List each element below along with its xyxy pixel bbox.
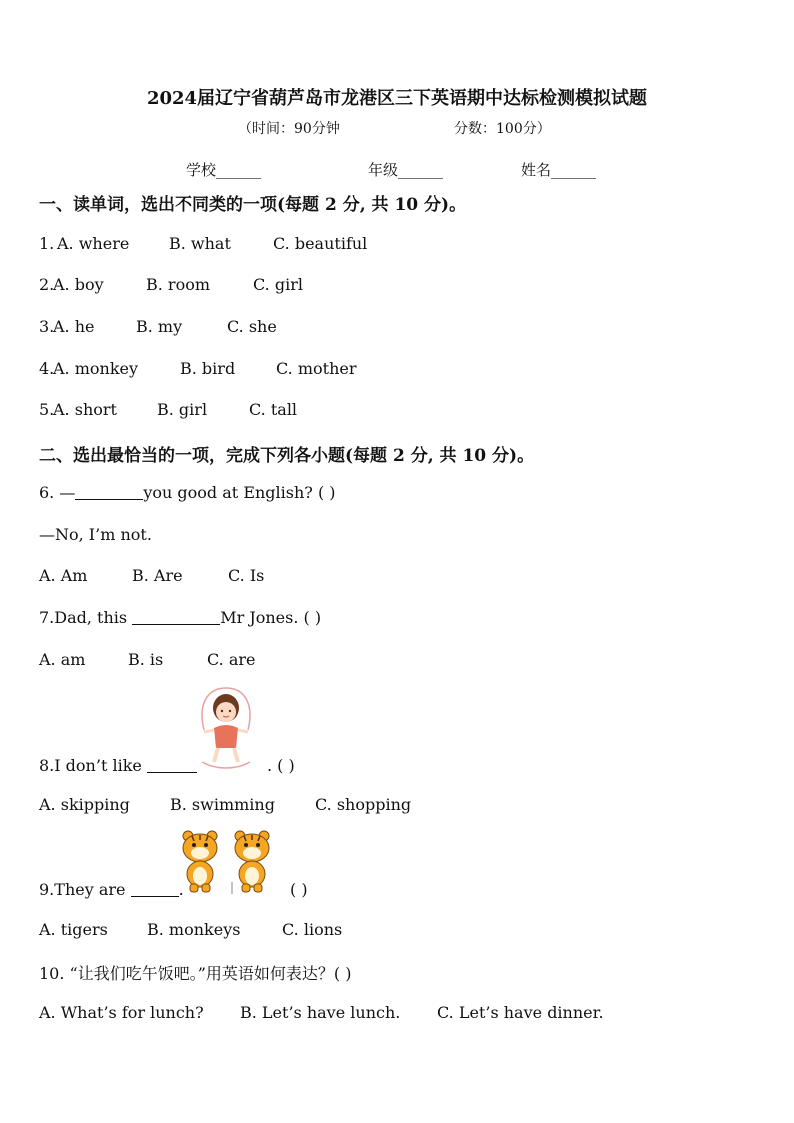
option-b: B. Are [132,566,183,585]
option-b: B. girl [157,400,208,419]
option-a: A. monkey [53,359,139,378]
answer-blank [131,880,179,897]
option-c: C. mother [276,359,357,378]
question-1: 1. A. where B. what C. beautiful [39,234,368,253]
option-c: C. shopping [315,795,412,814]
answer-blank [132,608,220,625]
question-10-options [39,1003,739,1025]
option-c: C. tall [249,400,298,419]
question-7-options [39,650,739,672]
option-a: A. where [57,234,130,253]
question-8-options [39,795,739,817]
question-3: 3. A. he B. my C. she [39,317,277,336]
question-2: 2. A. boy B. room C. girl [39,275,303,294]
option-a: A. he [53,317,95,336]
question-8: 8.I don’t like . ( ) [39,756,295,775]
question-10: 10. “让我们吃午饭吧。”用英语如何表达？( ) [39,964,352,983]
option-c: C. Let’s have dinner. [437,1003,604,1022]
section2-heading: 二、选出最恰当的一项，完成下列各小题(每题 2 分, 共 10 分)。 [39,446,535,466]
option-b: B. bird [180,359,236,378]
question-5: 5. A. short B. girl C. tall [39,400,298,419]
answer-blank [147,756,197,773]
question-9-options [39,920,739,942]
exam-score: 分数：100分） [454,121,551,137]
school-field: 学校______ [186,161,262,179]
option-b: B. what [169,234,231,253]
question-9: 9.They are . [39,880,184,899]
option-c: C. are [207,650,256,669]
option-c: C. lions [282,920,343,939]
option-c: C. she [227,317,277,336]
option-b: B. room [146,275,211,294]
question-4: 4. A. monkey B. bird C. mother [39,359,357,378]
option-c: C. Is [228,566,265,585]
option-a: A. skipping [39,795,130,814]
question-6-reply: —No, I’m not. [39,525,152,544]
option-a: A. Am [39,566,88,585]
question-9-paren: ( ) [290,880,308,899]
option-a: A. short [53,400,117,419]
option-b: B. my [136,317,183,336]
option-b: B. swimming [170,795,275,814]
option-c: C. girl [253,275,303,294]
name-field: 姓名______ [521,161,597,179]
option-c: C. beautiful [273,234,368,253]
option-b: B. monkeys [147,920,241,939]
two-tigers-picture [178,830,278,894]
option-a: A. am [39,650,86,669]
option-b: B. is [128,650,164,669]
section1-heading: 一、读单词，选出不同类的一项(每题 2 分, 共 10 分)。 [39,195,467,215]
grade-field: 年级______ [368,161,444,179]
option-a: A. boy [53,275,104,294]
page-title: 2024届辽宁省葫芦岛市龙港区三下英语期中达标检测模拟试题 [146,88,648,109]
option-a: A. tigers [39,920,108,939]
option-b: B. Let’s have lunch. [240,1003,401,1022]
exam-time: （时间：90分钟 [238,121,340,137]
answer-blank [75,483,143,500]
option-a: A. What’s for lunch? [39,1003,204,1022]
question-6: 6. — you good at English? ( ) [39,483,336,502]
question-6-options [39,566,739,588]
question-7: 7.Dad, this Mr Jones. ( ) [39,608,322,627]
